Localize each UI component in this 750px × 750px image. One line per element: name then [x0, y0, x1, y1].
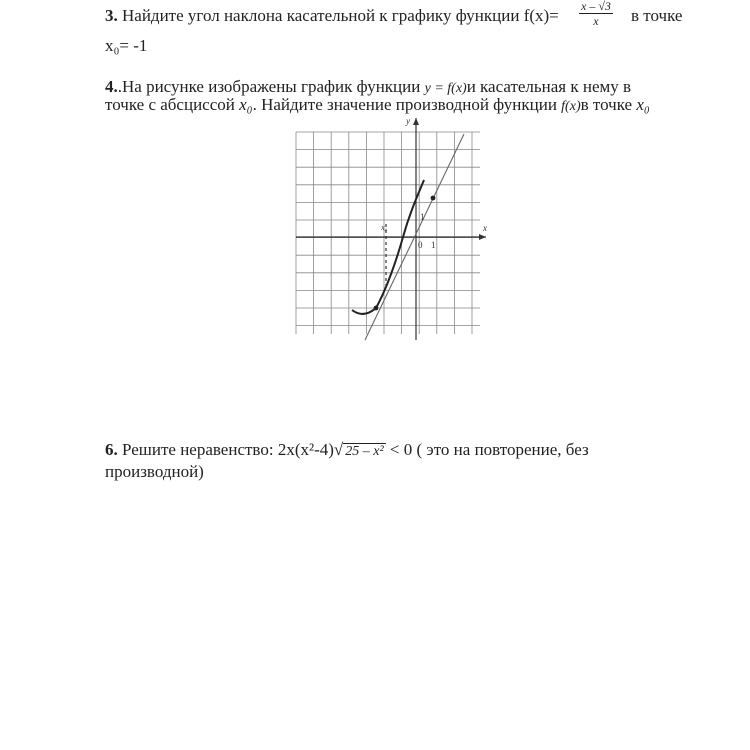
- task3-text: Найдите угол наклона касательной к графику функции: [122, 6, 520, 25]
- task4-func: y = f(x): [424, 81, 467, 96]
- y-axis-arrow: [413, 118, 419, 125]
- origin-label: 0: [418, 240, 423, 250]
- task3-point: x₀= -1: [105, 36, 148, 55]
- task4-x0-end: x₀: [636, 95, 650, 114]
- task4-line2-text1: точке с абсциссой: [105, 95, 235, 114]
- task3-func-prefix: f(x)=: [523, 6, 559, 25]
- task3-line1: [105, 6, 559, 26]
- x-axis-arrow: [479, 234, 486, 240]
- task6-expr-after: < 0: [389, 440, 413, 459]
- task6-sqrt-inner: 25 – x²: [345, 444, 384, 459]
- task4-fx: f(x): [561, 99, 581, 114]
- task4-x0: x₀: [239, 95, 253, 114]
- y-axis-label: y: [406, 116, 410, 126]
- x-axis-label: x: [483, 223, 487, 233]
- function-curve: [352, 180, 424, 314]
- task3-number: 3.: [105, 6, 118, 25]
- task4-line1: [105, 77, 631, 97]
- tangent-point-upper: [431, 196, 436, 201]
- task3-numerator: x – √3: [581, 0, 611, 13]
- y-one-label: 1: [420, 212, 425, 222]
- task6-number: 6.: [105, 440, 118, 459]
- task4-text1: .На рисунке изображены график функции: [117, 77, 421, 96]
- task6-note: ( это на повторение, без: [416, 440, 589, 459]
- task3-denominator: x: [593, 14, 599, 28]
- task3-fraction: [579, 0, 613, 28]
- task3-text-after: в точке: [631, 6, 683, 25]
- x0-label: x₀: [381, 223, 388, 232]
- task4-line2-text3: в точке: [580, 95, 633, 114]
- tangent-point-lower: [374, 306, 379, 311]
- task4-number: 4.: [105, 77, 118, 96]
- function-graph: [290, 112, 490, 342]
- grid: [296, 132, 480, 334]
- task4-line2-text2: . Найдите значение производной функции: [252, 95, 557, 114]
- x-one-label: 1: [431, 240, 436, 250]
- task6-line1: [105, 440, 589, 460]
- task4-text2: и касательная к нему в: [466, 77, 632, 96]
- sqrt-symbol: √: [333, 440, 344, 459]
- task6-text: Решите неравенство:: [122, 440, 274, 459]
- task6-expr-before: 2x(x²-4): [277, 440, 334, 459]
- task6-line2: производной): [105, 462, 204, 481]
